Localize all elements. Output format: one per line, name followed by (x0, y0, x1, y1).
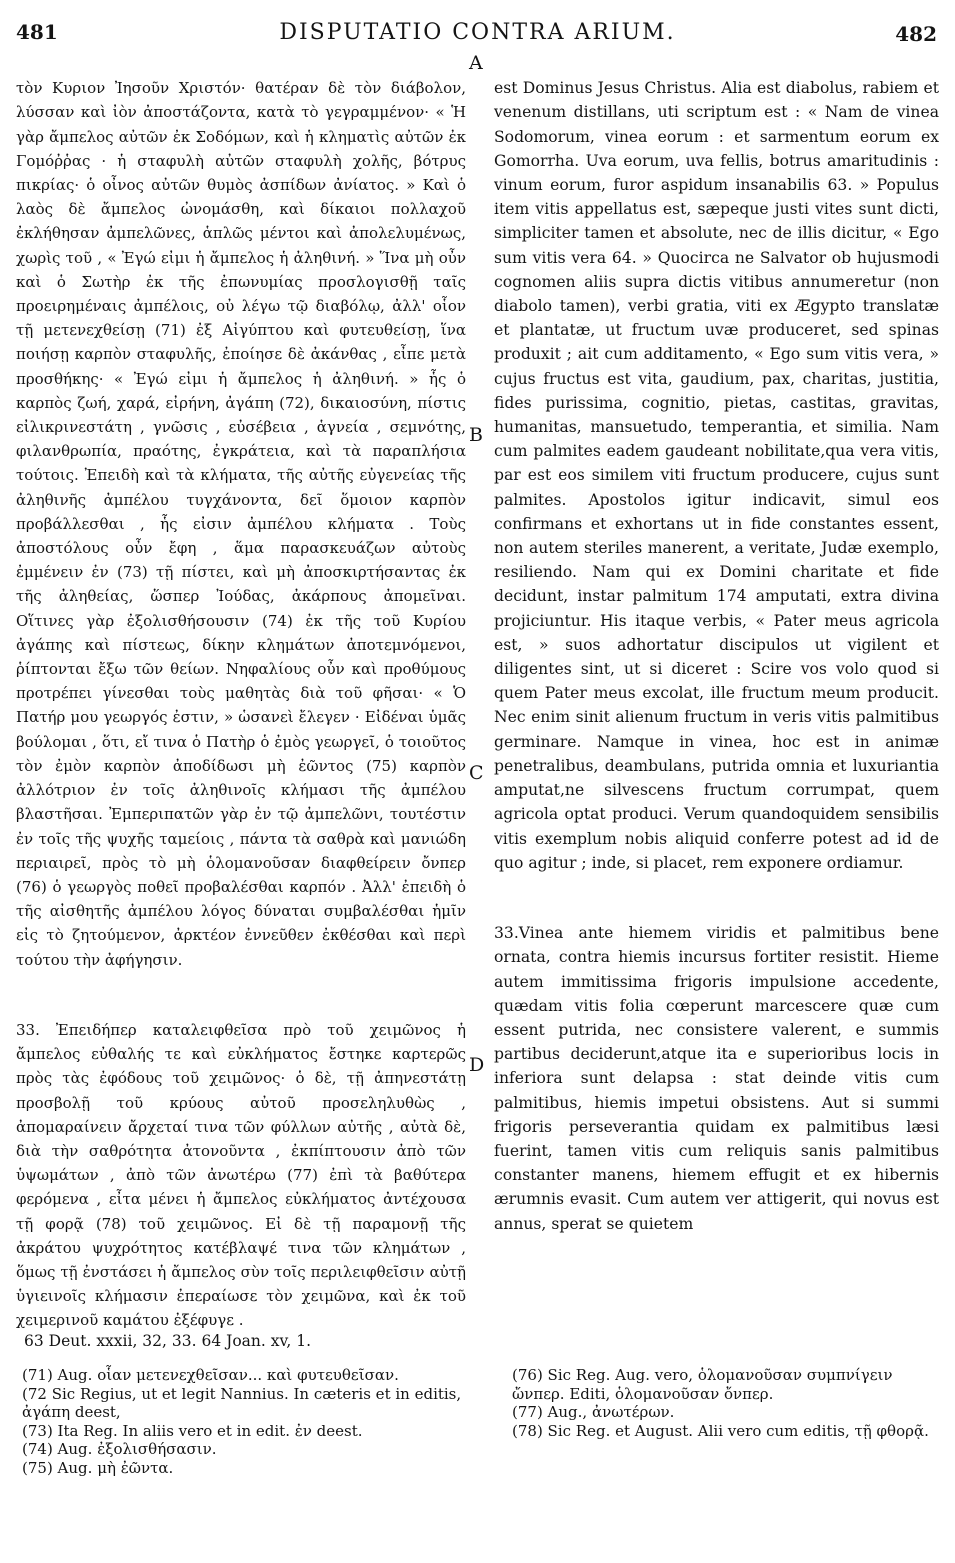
latin-paragraph-1: est Dominus Jesus Christus. Alia est diabolus, rabiem et venenum distillans, uti scriptum est : « Nam de vinea Sodomorum, vinea eorum : et sarmentum eorum ex Gomorrha. Uva eorum, uva fellis, botrus amaritudinis : vinum eorum, furor aspidum insanabilis 63. » Populus item vitis appellatus est, sæpeque justi vites sunt dicti, simpliciter tamen et absolute, nec de illis dicitur, « Ego sum vitis vera 64. » Quocirca ne Salvator ob hujusmodi cognomen aliis supra dictis vitibus annumeretur (non diabolo tamen), verbi gratia, viti ex Ægypto translatæ et plantatæ, ut fructum uvæ produceret, sed spinas produxit ; ait cum additamento, « Ego sum vitis vera, » cujus fructus est vita, gaudium, pax, charitas, justitia, fides purissima, cognitio, pietas, castitas, gravitas, humanitas, mansuetudo, temperantia, et similia. Nam cum palmites eadem gaudeant nobilitate,qua vera vitis, par est eos similem viti fructum producere, cujus sunt palmites. Apostolos igitur indicavit, simul eos confirmans et exhortans ut in fide constantes essent, non autem steriles manerent, a veritate, Judæ exemplo, resiliendo. Nam qui ex Domini charitate et fide decidunt, instar palmitum 174 amputati, extra divina projiciuntur. His itaque verbis, « Pater meus agricola est, » suos adhortatur discipulos ut vigilent et diligentes sint, ut si diceret : Scire vos volo quod si quem Pater meus excolat, ille fructum meum producit. Nec enim sinit alienum fructum in veris vitis palmitibus germinare. Namque in vinea, hoc est in animæ penetralibus, deambulans, putrida omnia et luxuriantia amputat,ne silvescens fructum corrumpat, quem agricola optat produci. Verum quandoquidem sensibilis vitis exemplum nobis aliquid conferre potest ad id de quo agitur ; inde, si placet, rem exponere ordiamur. (494, 79, 939, 872)
section-marker-b: B (469, 424, 483, 446)
greek-paragraph-1: τὸν Κυριον Ἰησοῦν Χριστόν· θατέραν δὲ τὸν διάβολον, λύσσαν καὶ ἰὸν ἀποστάζοντα, κατὰ τὸ γεγραμμένον· « Ἡ γὰρ ἄμπελος αὐτῶν ἐκ Σοδόμων, καὶ ἡ κληματὶς αὐτῶν ἐκ Γομόῤῥας · ἡ σταφυλὴ αὐτῶν σταφυλὴ χολῆς, βότρυς πικρίας· ὁ οἶνος αὐτῶν θυμὸς ἀσπίδων ἀνίατος. » Καὶ ὁ λαὸς δὲ ἄμπελος ὠνομάσθη, καὶ δίκαιοι πολλαχοῦ ἐκλήθησαν ἀμπελῶνες, ἁπλῶς μέντοι καὶ ἀπολελυμένως, χωρὶς τοῦ , « Ἐγώ εἰμι ἡ ἄμπελος ἡ ἀληθινή. » Ἵνα μὴ οὖν καὶ ὁ Σωτὴρ ἐκ τῆς ἐπωνυμίας προσλογισθῇ ταῖς προειρημέναις ἀμπέλοις, οὐ λέγω τῷ διαβόλῳ, ἀλλ' οἷον τῇ μετενεχθείσῃ (71) ἐξ Αἰγύπτου καὶ φυτευθείσῃ, ἵνα ποιήσῃ καρπὸν σταφυλῆς, ἐποίησε δὲ ἀκάνθας , εἶπε μετὰ προσθήκης· « Ἐγώ εἰμι ἡ ἄμπελος ἡ ἀληθινή. » ἧς ὁ καρπὸς ζωή, χαρά, εἰρήνη, ἀγάπη (72), δικαιοσύνη, πίστις εἰλικρινεστάτη , γνῶσις , εὐσέβεια , ἁγνεία , σεμνότης, φιλανθρωπία, πραότης, ἐγκράτεια, καὶ τὰ παραπλήσια τούτοις. Ἐπειδὴ καὶ τὰ κλήματα, τῆς αὐτῆς εὐγενείας τῆς ἀληθινῆς ἀμπέλου τυγχάνοντα, δεῖ ὅμοιον καρπὸν προβάλλεσθαι , ἧς εἰσιν ἀμπέλου κλήματα . Τοὺς ἀποστόλους οὖν ἔφη , ἅμα παρασκευάζων αὐτοὺς ἐμμένειν ἐν (73) τῇ πίστει, καὶ μὴ ἀποσκιρτήσαντας ἐκ τῆς ἀληθείας, ὥσπερ Ἰούδας, ἀκάρπους ἀπομεῖναι. Οἵτινες γὰρ ἐξολισθήσουσιν (74) ἐκ τῆς τοῦ Κυρίου ἀγάπης καὶ πίστεως, δίκην κλημάτων ἀποτεμνόμενοι, ῥίπτονται ἔξω τῶν θείων. Νηφαλίους οὖν καὶ προθύμους προτρέπει γίνεσθαι τοὺς μαθητὰς διὰ τοῦ φῆσαι· « Ὁ Πατήρ μου γεωργός ἐστιν, » ὡσανεὶ ἔλεγεν · Εἰδέναι ὑμᾶς βούλομαι , ὅτι, εἴ τινα ὁ Πατὴρ ὁ ἐμὸς γεωργεῖ, ὁ τοιοῦτος τὸν ἐμὸν καρπὸν ἀποδίδωσι μὴ ἐῶντος (75) καρπὸν ἀλλότριον ἐν τοῖς ἀληθινοῖς κλήμασι τῆς ἀμπέλου βλαστῆσαι. Ἐμπεριπατῶν γὰρ ἐν τῷ ἀμπελῶνι, τουτέστιν ἐν τοῖς τῆς ψυχῆς ταμείοις , πάντα τὰ σαθρὰ καὶ μανιώδη περιαιρεῖ, πρὸς τὸ μὴ ὁλομανοῦσαν διαφθείρειν ὄνπερ (76) ὁ γεωργὸς ποθεῖ προβαλέσθαι καρπόν . Ἀλλ' ἐπειδὴ ὁ τῆς αἰσθητῆς ἀμπέλου λόγος δύναται συμβαλέσθαι ἡμῖν εἰς τὸ ζητούμενον, ἀρκτέον ἐννεῦθεν ἐκθέσθαι καὶ περὶ τούτου τὴν ἀφήγησιν. (16, 79, 466, 969)
latin-column (494, 52, 939, 1314)
latin-paragraph-2: 33.Vinea ante hiemem viridis et palmitibus bene ornata, contra hiemis incursus fortiter resistit. Hieme autem immitissima frigoris impulsione accedente, quædam vitis folia cœperunt marcescere quæ cum essent putrida, nec consistere valerent, e summis partibus deciderunt,atque ita e superioribus locis in inferiora sunt delapsa : stat deinde vitis cum palmitibus, hiemis impetui obsistens. Aut si summi frigoris perseverantia quidam ex palmitibus læsi fuerint, tamen vitis cum reliquis sanis palmitibus constanter manens, hiemem effugit et ex hibernis ærumnis evasit. Cum autem ver attigerit, qui novus est annus, sperat se quietem (494, 924, 939, 1233)
running-title: DISPUTATIO CONTRA ARIUM. (279, 20, 676, 45)
scripture-notes: 63 Deut. xxxii, 32, 33. 64 Joan. xv, 1. (24, 1332, 312, 1350)
section-marker-d: D (469, 1054, 485, 1076)
apparatus-note: (71) Aug. οἷαν μετενεχθεῖσαν... καὶ φυτευθεῖσαν. (22, 1366, 399, 1384)
section-marker-c: C (469, 762, 484, 784)
section-marker-a: A (469, 52, 483, 74)
apparatus-note: (73) Ita Reg. In aliis vero et in edit. ἐν deest. (22, 1421, 363, 1440)
greek-paragraph-2: 33. Ἐπειδήπερ καταλειφθεῖσα πρὸ τοῦ χειμῶνος ἡ ἄμπελος εὐθαλής τε καὶ εὐκλήματος ἔστηκε καρτερῶς πρὸς τὰς ἐφόδους τοῦ χειμῶνος· ὁ δὲ, τῇ ἀπηνεστάτῃ προσβολῇ τοῦ κρύους αὐτοῦ προσεληλυθὼς , ἀπομαραίνειν ἄρχεταί τινα τῶν φύλλων αὐτῆς , αὐτὰ δὲ, διὰ τὴν σαθρότητα ἀτονοῦντα , ἐκπίπτουσιν ἀπὸ τῶν ὑψωμάτων , ἀπὸ τῶν ἀνωτέρω (77) ἐπὶ τὰ βαθύτερα φερόμενα , εἶτα μένει ἡ ἄμπελος εὐκλήματος ἀντέχουσα τῇ φορᾷ (78) τοῦ χειμῶνος. Εἰ δὲ τῇ παραμονῇ τῆς ἀκράτου ψυχρότητος κατέβλαψέ τινα τῶν κλημάτων , ὅμως τῇ ἐνστάσει ἡ ἄμπελος σὺν τοῖς περιλειφθεῖσιν αὐτῇ ὑγιεινοῖς κλήμασιν ἐπεραίωσε τὸν χειμῶνα, καὶ ἐκ τοῦ χειμερινοῦ καμάτου ἐξέφυγε . (16, 1020, 466, 1330)
apparatus-note: (74) Aug. ἐξολισθήσασιν. (22, 1440, 217, 1458)
apparatus-right (512, 1366, 937, 1440)
greek-column (16, 52, 466, 1330)
page-number-right: 482 (895, 22, 937, 46)
page-number-left: 481 (16, 20, 58, 44)
apparatus-left (22, 1366, 472, 1477)
apparatus-note: (72 Sic Regius, ut et legit Nannius. In cæteris et in editis, ἀγάπη deest, (22, 1384, 462, 1421)
apparatus-note: (75) Aug. μὴ ἐῶντα. (22, 1458, 174, 1477)
apparatus-note: (78) Sic Reg. et August. Alii vero cum editis, τῇ φθορᾷ. (512, 1421, 929, 1440)
apparatus-note: (76) Sic Reg. Aug. vero, ὁλομανοῦσαν συμπνίγειν ὤνπερ. Editi, ὁλομανοῦσαν ὄνπερ. (512, 1366, 893, 1403)
running-header (0, 8, 955, 44)
apparatus-note: (77) Aug., ἀνωτέρων. (512, 1403, 675, 1421)
